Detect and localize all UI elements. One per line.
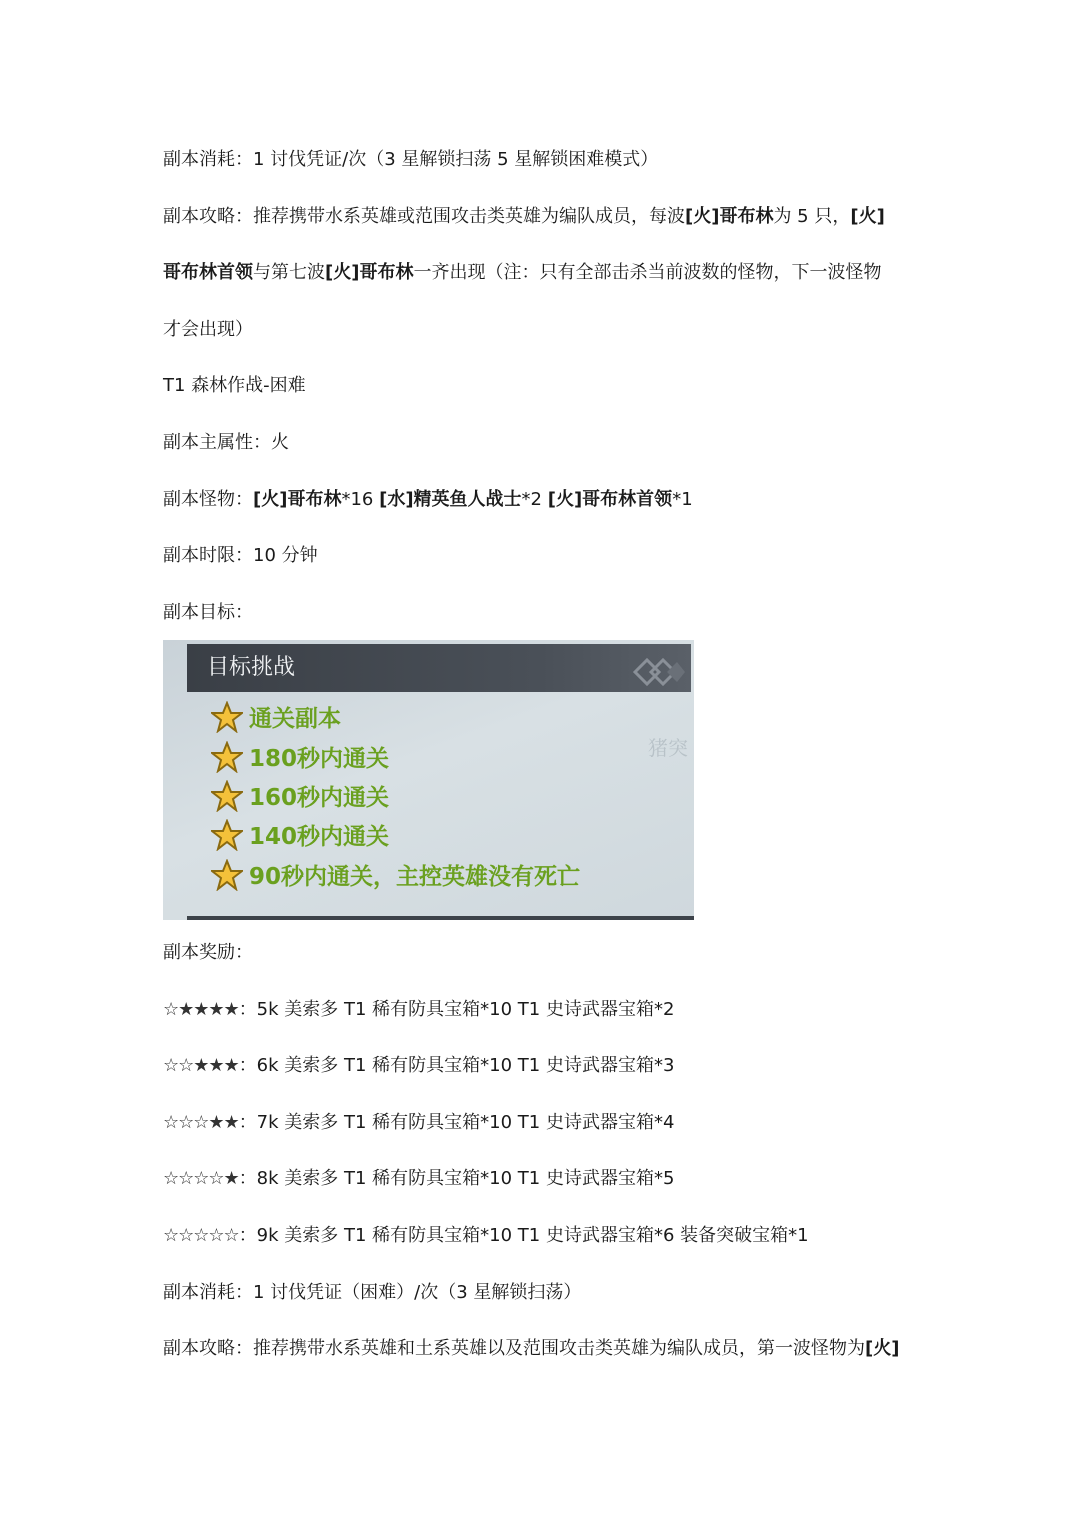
objective-item bbox=[211, 740, 389, 773]
text: 副本怪物： bbox=[163, 489, 253, 510]
objective-item bbox=[211, 858, 580, 891]
reward-text: ：9k 美索多 T1 稀有防具宝箱*10 T1 史诗武器宝箱*6 装备突破宝箱*1 bbox=[238, 1225, 809, 1246]
cost-line: 副本消耗：1 讨伐凭证/次（3 星解锁扫荡 5 星解锁困难模式） bbox=[163, 149, 659, 170]
main-attribute: 副本主属性：火 bbox=[163, 432, 289, 453]
monster-name: 哥布林首领 bbox=[163, 262, 253, 283]
star-rating: ☆☆★★★ bbox=[163, 1055, 239, 1076]
dungeon-title: T1 森林作战-困难 bbox=[163, 375, 306, 396]
star-rating: ☆★★★★ bbox=[163, 999, 239, 1020]
strategy-line-3: 才会出现） bbox=[163, 319, 253, 340]
reward-text: ：6k 美索多 T1 稀有防具宝箱*10 T1 史诗武器宝箱*3 bbox=[238, 1055, 675, 1076]
reward-text: ：5k 美索多 T1 稀有防具宝箱*10 T1 史诗武器宝箱*2 bbox=[238, 999, 675, 1020]
objective-text: 180秒内通关 bbox=[249, 746, 390, 772]
strategy-line-1 bbox=[163, 203, 885, 231]
background-text: 猪突 bbox=[648, 736, 688, 760]
text: 一齐出现（注：只有全部击杀当前波数的怪物，下一波怪物 bbox=[413, 262, 882, 283]
strategy-line-2 bbox=[163, 259, 881, 287]
objectives-screenshot bbox=[163, 640, 694, 920]
star-icon bbox=[211, 819, 243, 851]
panel-title: 目标挑战 bbox=[207, 655, 296, 680]
reward-row bbox=[163, 1165, 674, 1193]
objective-text: 90秒内通关，主控英雄没有死亡 bbox=[249, 864, 581, 890]
objectives-label: 副本目标： bbox=[163, 602, 253, 623]
text: 与第七波 bbox=[253, 262, 325, 283]
reward-row bbox=[163, 1109, 674, 1137]
reward-text: ：7k 美索多 T1 稀有防具宝箱*10 T1 史诗武器宝箱*4 bbox=[238, 1112, 675, 1133]
text: 副本攻略：推荐携带水系英雄和土系英雄以及范围攻击类英雄为编队成员，第一波怪物为 bbox=[163, 1338, 865, 1359]
reward-row bbox=[163, 1052, 674, 1080]
strategy-line-hard bbox=[163, 1335, 899, 1363]
objective-text: 通关副本 bbox=[249, 706, 341, 732]
text: 副本攻略：推荐携带水系英雄或范围攻击类英雄为编队成员，每波 bbox=[163, 206, 685, 227]
objective-item bbox=[211, 700, 341, 733]
time-limit: 副本时限：10 分钟 bbox=[163, 545, 318, 566]
reward-row bbox=[163, 996, 674, 1024]
monster-name: [火]哥布林 bbox=[325, 262, 414, 283]
diamond-decoration-icon bbox=[625, 656, 685, 688]
monster-name: [水]精英鱼人战士 bbox=[379, 489, 522, 510]
objective-text: 160秒内通关 bbox=[249, 785, 390, 811]
panel-header bbox=[187, 644, 691, 692]
star-icon bbox=[211, 859, 243, 891]
rewards-label: 副本奖励： bbox=[163, 942, 253, 963]
monster-name: [火]哥布林 bbox=[253, 489, 342, 510]
monsters-line bbox=[163, 486, 693, 514]
objective-item bbox=[211, 818, 389, 851]
text: 为 5 只， bbox=[773, 206, 851, 227]
text: *2 bbox=[521, 489, 548, 510]
star-rating: ☆☆☆☆☆ bbox=[163, 1225, 239, 1246]
text: *1 bbox=[672, 489, 693, 510]
star-icon bbox=[211, 701, 243, 733]
cost-line-hard: 副本消耗：1 讨伐凭证（困难）/次（3 星解锁扫荡） bbox=[163, 1282, 582, 1303]
monster-name: [火] bbox=[850, 206, 885, 227]
objective-item bbox=[211, 779, 389, 812]
monster-name: [火]哥布林首领 bbox=[547, 489, 673, 510]
panel-bottom-bar bbox=[187, 916, 694, 920]
star-icon bbox=[211, 780, 243, 812]
monster-name: [火]哥布林 bbox=[685, 206, 774, 227]
text: *16 bbox=[341, 489, 380, 510]
reward-row bbox=[163, 1222, 809, 1250]
star-rating: ☆☆☆☆★ bbox=[163, 1168, 239, 1189]
star-rating: ☆☆☆★★ bbox=[163, 1112, 239, 1133]
reward-text: ：8k 美索多 T1 稀有防具宝箱*10 T1 史诗武器宝箱*5 bbox=[238, 1168, 675, 1189]
objective-text: 140秒内通关 bbox=[249, 824, 390, 850]
star-icon bbox=[211, 741, 243, 773]
monster-name: [火] bbox=[865, 1338, 900, 1359]
